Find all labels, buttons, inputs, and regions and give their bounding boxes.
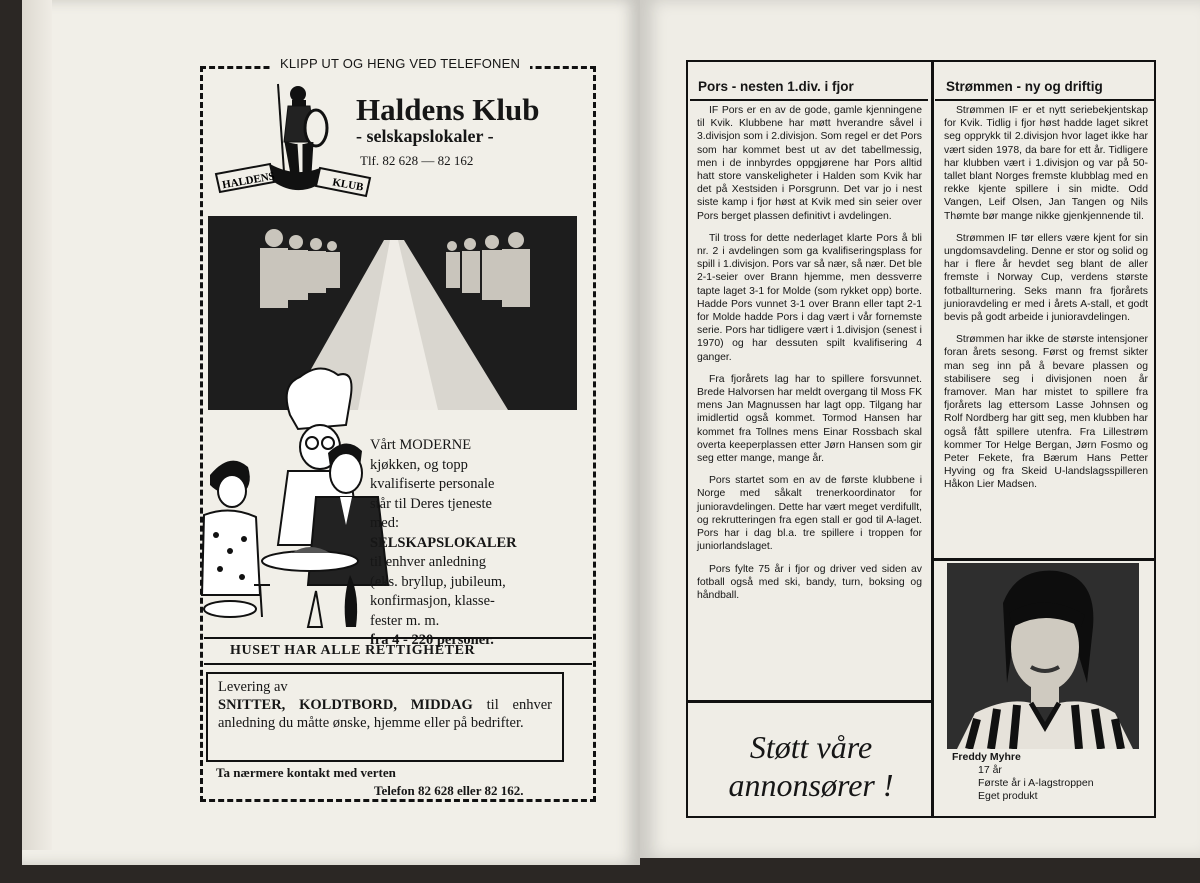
ad-body-strong: SELSKAPSLOKALER	[370, 534, 517, 551]
strommen-paragraph: Strømmen IF er et nytt seriebekjentskap for Kvik. Tidlig i fjor høst hadde laget sikret seg opprykk til 2.divisjon hvor laget ikke har vært siden 1978, da bare for ett år. Tidligere har klubben vært i 1.divisjon og var på 50-tallet blant Norges fremste klubblag med en rekke kjente spillere i sin midte. Odd Vangen, Leif Olsen, Jan Tangen og Nils Thømte bør mange nikke gjenkjennende til.	[944, 105, 1148, 222]
strommen-article	[944, 104, 1148, 501]
ad-body-line: (eks. bryllup, jubileum,	[370, 573, 506, 590]
logo-banner-right: KLUB	[331, 176, 365, 194]
club-phone: Tlf. 82 628 — 82 162	[360, 153, 474, 168]
ad-body-line: står til Deres tjeneste	[370, 495, 492, 512]
delivery-strong: SNITTER, KOLDTBORD, MIDDAG	[218, 697, 473, 713]
pors-paragraph: Til tross for dette nederlaget klarte Pors å bli nr. 2 i avdelingen som ga kvalifiseringsplass for spill i 1.divisjon. Pors var så nær, så nær. Det ble 2-1-seier over Brann hjemme, men dessverre tapte laget 3-1 for Molde (som rykket opp) borte. Hadde Pors vunnet 3-1 over Brann eller tapt 2-1 for Molde hadde Pors i dag vært i vår fornemste serie. Pors har tidligere vært i 1.divisjon (senest i 1970) og har dessuten spilt kvalifisering 4 ganger.	[697, 232, 922, 363]
ad-body-line: kjøkken, og topp	[370, 456, 468, 473]
pors-paragraph: Fra fjorårets lag har to spillere forsvunnet. Brede Halvorsen har meldt overgang til Moss FK mens Jan Magnussen har lagt opp. Tilgang har imidlertid også kommet. Tormod Hansen har kommet fra Tollnes mens Einar Rossbach skal overta keeperplassen etter Jørn Hansen som gir seg etter mange, mange år.	[697, 373, 922, 465]
contact-line-2: Telefon 82 628 eller 82 162.	[374, 783, 524, 798]
support-line-1: Støtt våre	[749, 729, 873, 765]
strommen-paragraph: Strømmen IF tør ellers være kjent for sin ungdomsavdeling. Denne er stor og solid og har i flere år hevdet seg blant de aller fremste i Norway Cup, verdens største fotballturnering. Seks mann fra fjorårets junioravdeling er med i årets A-stall, et godt bevis på godt arbeide i junioravdelingen.	[944, 232, 1148, 324]
pors-heading-rule	[690, 99, 928, 101]
delivery-rest: til enhver anledning du måtte ønske, hjemme eller på bedrifter.	[218, 697, 552, 731]
player-caption	[952, 751, 1094, 803]
ad-top-label: KLIPP UT OG HENG VED TELEFONEN	[270, 56, 530, 71]
rights-banner: HUSET HAR ALLE RETTIGHETER	[204, 637, 592, 665]
ad-body-line: til enhver anledning	[370, 554, 486, 570]
caption-line: Eget produkt	[978, 790, 1038, 802]
left-column-divider	[686, 700, 932, 703]
pors-paragraph: Pors fylte 75 år i fjor og driver ved siden av fotball også med ski, bandy, turn, boksing og håndball.	[697, 563, 922, 601]
knight-logo-icon	[212, 78, 377, 206]
ad-body-last: fra 4 - 220 personer.	[370, 632, 494, 648]
right-column-divider	[932, 558, 1156, 561]
player-name: Freddy Myhre	[952, 751, 1021, 763]
strommen-heading-rule	[935, 99, 1154, 101]
caption-line: 17 år	[978, 764, 1002, 776]
ad-body-line: kvalifiserte personale	[370, 476, 495, 492]
pors-heading: Pors - nesten 1.div. i fjor	[698, 79, 854, 94]
pors-paragraph: Pors startet som en av de første klubbene i Norge med såkalt trenerkoordinator for junioravdelingen. Dette har vært meget verdifullt, og rekrutteringen fra egen stall er god til A-laget. Pors har i dag bl.a. tre spillere i troppen for juniorlandslaget.	[697, 475, 922, 553]
pors-paragraph: IF Pors er en av de gode, gamle kjenningene til Kvik. Klubbene har møtt hverandre såvel i 3.divisjon som i 2.divisjon. Som regel er det Pors som har kommet best ut av det tabellmessig, men i de innbyrdes oppgjørene har Pors alltid hatt store vanskeligheter i Halden som Kvik har det på Xestsiden i Porsgrunn. Det var jo i nest siste kamp i fjor høst at Kvik med sin seier over Pors berget plassen definitivt i avdelingen.	[697, 105, 922, 222]
delivery-text	[218, 696, 552, 732]
strommen-paragraph: Strømmen har ikke de største intensjoner foran årets sesong. Først og fremst sikter man seg inn på å bevare plassen og stabilisere seg i divisjonen noen år framover. Man har mistet to spillere fra fjorårets lag ettersom Lasse Johnsen og Rolf Nordberg har gitt seg, men klubben har også fått spillere utenfra. Fra Lillestrøm kommer Tor Helge Bergan, Jørn Fosmo og Peter Fekete, fra Bærum Hans Petter Hyving og fra Skeid U-landslagsspilleren Håkon Lier Madsen.	[944, 334, 1148, 491]
player-photo	[947, 563, 1139, 749]
contact-line-1: Ta nærmere kontakt med verten	[216, 765, 396, 780]
club-title: Haldens Klub	[356, 92, 540, 127]
logo-banner-left: HALDENS	[221, 170, 276, 192]
page-edge	[22, 0, 52, 850]
ad-body-line: Vårt MODERNE	[370, 437, 472, 453]
delivery-intro: Levering av	[218, 679, 288, 695]
ad-body-text	[370, 436, 568, 651]
ad-body-line: med:	[370, 515, 399, 531]
support-advertisers	[700, 728, 922, 804]
ad-body-line: fester m. m.	[370, 612, 440, 629]
column-divider	[931, 60, 934, 818]
support-line-2: annonsører !	[728, 767, 894, 803]
delivery-box	[206, 672, 564, 762]
ad-body-line: konfirmasjon, klasse-	[370, 593, 495, 609]
caption-line: Første år i A-lagstroppen	[978, 777, 1094, 789]
pors-article	[697, 104, 922, 611]
club-subtitle: - selskapslokaler -	[356, 126, 494, 146]
strommen-heading: Strømmen - ny og driftig	[946, 79, 1103, 94]
